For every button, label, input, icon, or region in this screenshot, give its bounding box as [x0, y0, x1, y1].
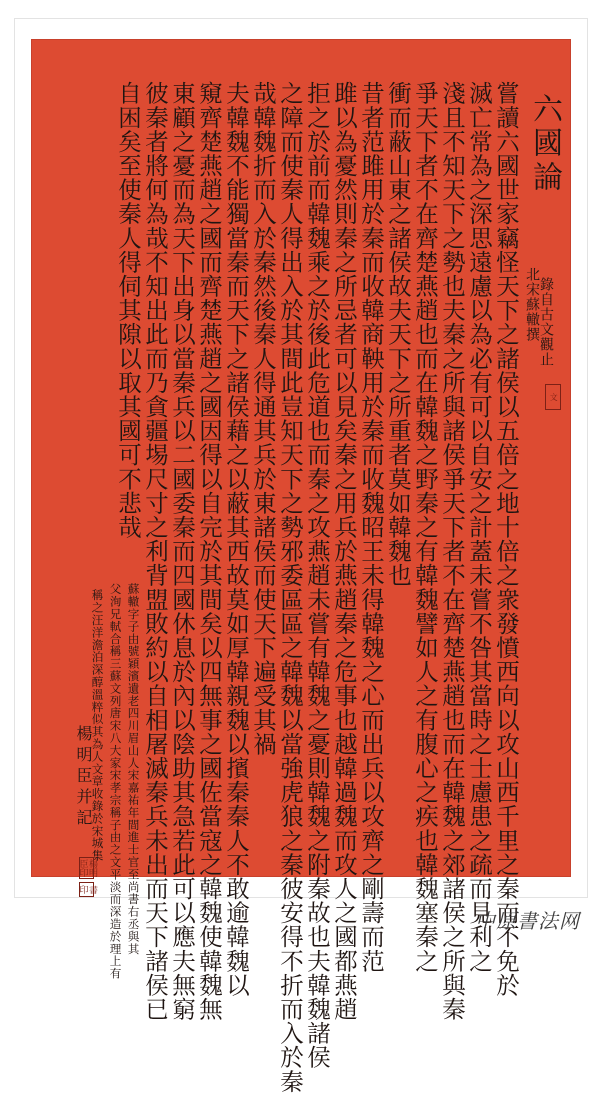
colophon-line-1: 蘇轍字子由號穎濱遺老四川眉山人宋嘉祐年間進士官至尚書右丞與其 [126, 583, 141, 955]
title: 六國論 [527, 93, 562, 195]
text-column-4: 爭天下者不在齊楚燕趙也而在韓魏之野秦之有韓魏譬如人之有腹心之疾也韓魏塞秦之 [411, 81, 439, 973]
text-column-15: 自困矣至使秦人得伺其隙以取其國可不悲哉 [114, 81, 142, 539]
text-column-9: 之障而使秦人得出入於其間此豈知天下之勢邪委區區之韓魏以當強虎狼之秦彼安得不折而入於秦 [276, 81, 304, 1093]
seal-studio: 書印 [79, 882, 94, 897]
text-column-5: 衝而蔽山東之諸侯故夫天下之所重者莫如韓魏也 [384, 81, 412, 588]
colophon-line-2: 父洵兄軾合稱三蘇文列唐宋八大家宋孝宗稱子由之文平淡而深造於理上有 [108, 583, 123, 980]
text-column-3: 淺且不知天下之勢也夫秦之所與諸侯爭天下者不在齊楚燕趙也而在韓魏之郊諸侯之所與秦 [438, 81, 466, 1021]
byline-source: 錄自古文觀止 [538, 277, 554, 367]
text-column-10: 哉韓魏折而入於秦然後秦人得通其兵於東諸侯而使天下遍受其禍 [249, 81, 277, 756]
text-column-13: 東顧之憂而為天下出身以當秦兵以二國委秦而四國休息於內以陰助其急若此可以應夫無窮 [168, 81, 196, 1021]
text-column-7: 雎以為憂然則秦之所忌者可以見矣秦之用兵於燕趙秦之危事也越韓過魏而攻人之國都燕趙 [330, 81, 358, 1021]
text-column-12: 窺齊楚燕趙之國而齊楚燕趙之國因得以自完於其間矣以四無事之國佐當寇之韓魏使韓魏無 [195, 81, 223, 1021]
text-column-2: 滅亡常為之深思遠慮以為必有可以自安之計蓋未嘗不咎其當時之士慮患之疏而見利之 [465, 81, 493, 973]
corner-seal: 文 [545, 384, 561, 410]
text-column-6: 昔者范雎用於秦而收韓商鞅用於秦而收魏昭王未得韓魏之心而出兵以攻齊之剛壽而范 [357, 81, 385, 973]
text-column-14: 彼秦者將何為哉不知出此而乃貪疆埸尺寸之利背盟敗約以自相屠滅秦兵未出而天下諸侯已 [141, 81, 169, 1021]
byline-author: 北宋蘇轍撰 [524, 267, 540, 342]
seal-name: 楊明臣印 [77, 859, 97, 877]
site-watermark: 中原書法网 [475, 909, 580, 933]
signature: 楊明臣并記 [74, 725, 93, 830]
text-column-8: 拒之於前而韓魏乘之於後此危道也而秦之攻燕趙未嘗有韓魏之憂則韓魏之附秦故也夫韓魏諸侯 [303, 81, 331, 1070]
text-column-1: 嘗讀六國世家竊怪天下之諸侯以五倍之地十倍之衆發憤西向以攻山西千里之秦而不免於 [492, 81, 520, 997]
text-column-11: 夫韓魏不能獨當秦而天下之諸侯藉之以蔽其西故莫如厚韓親魏以擯秦秦人不敢逾韓魏以 [222, 81, 250, 997]
colophon-line-3: 稱之汪洋澹泊深醇溫粹似其為人文章收錄於宋城集 [90, 589, 105, 862]
